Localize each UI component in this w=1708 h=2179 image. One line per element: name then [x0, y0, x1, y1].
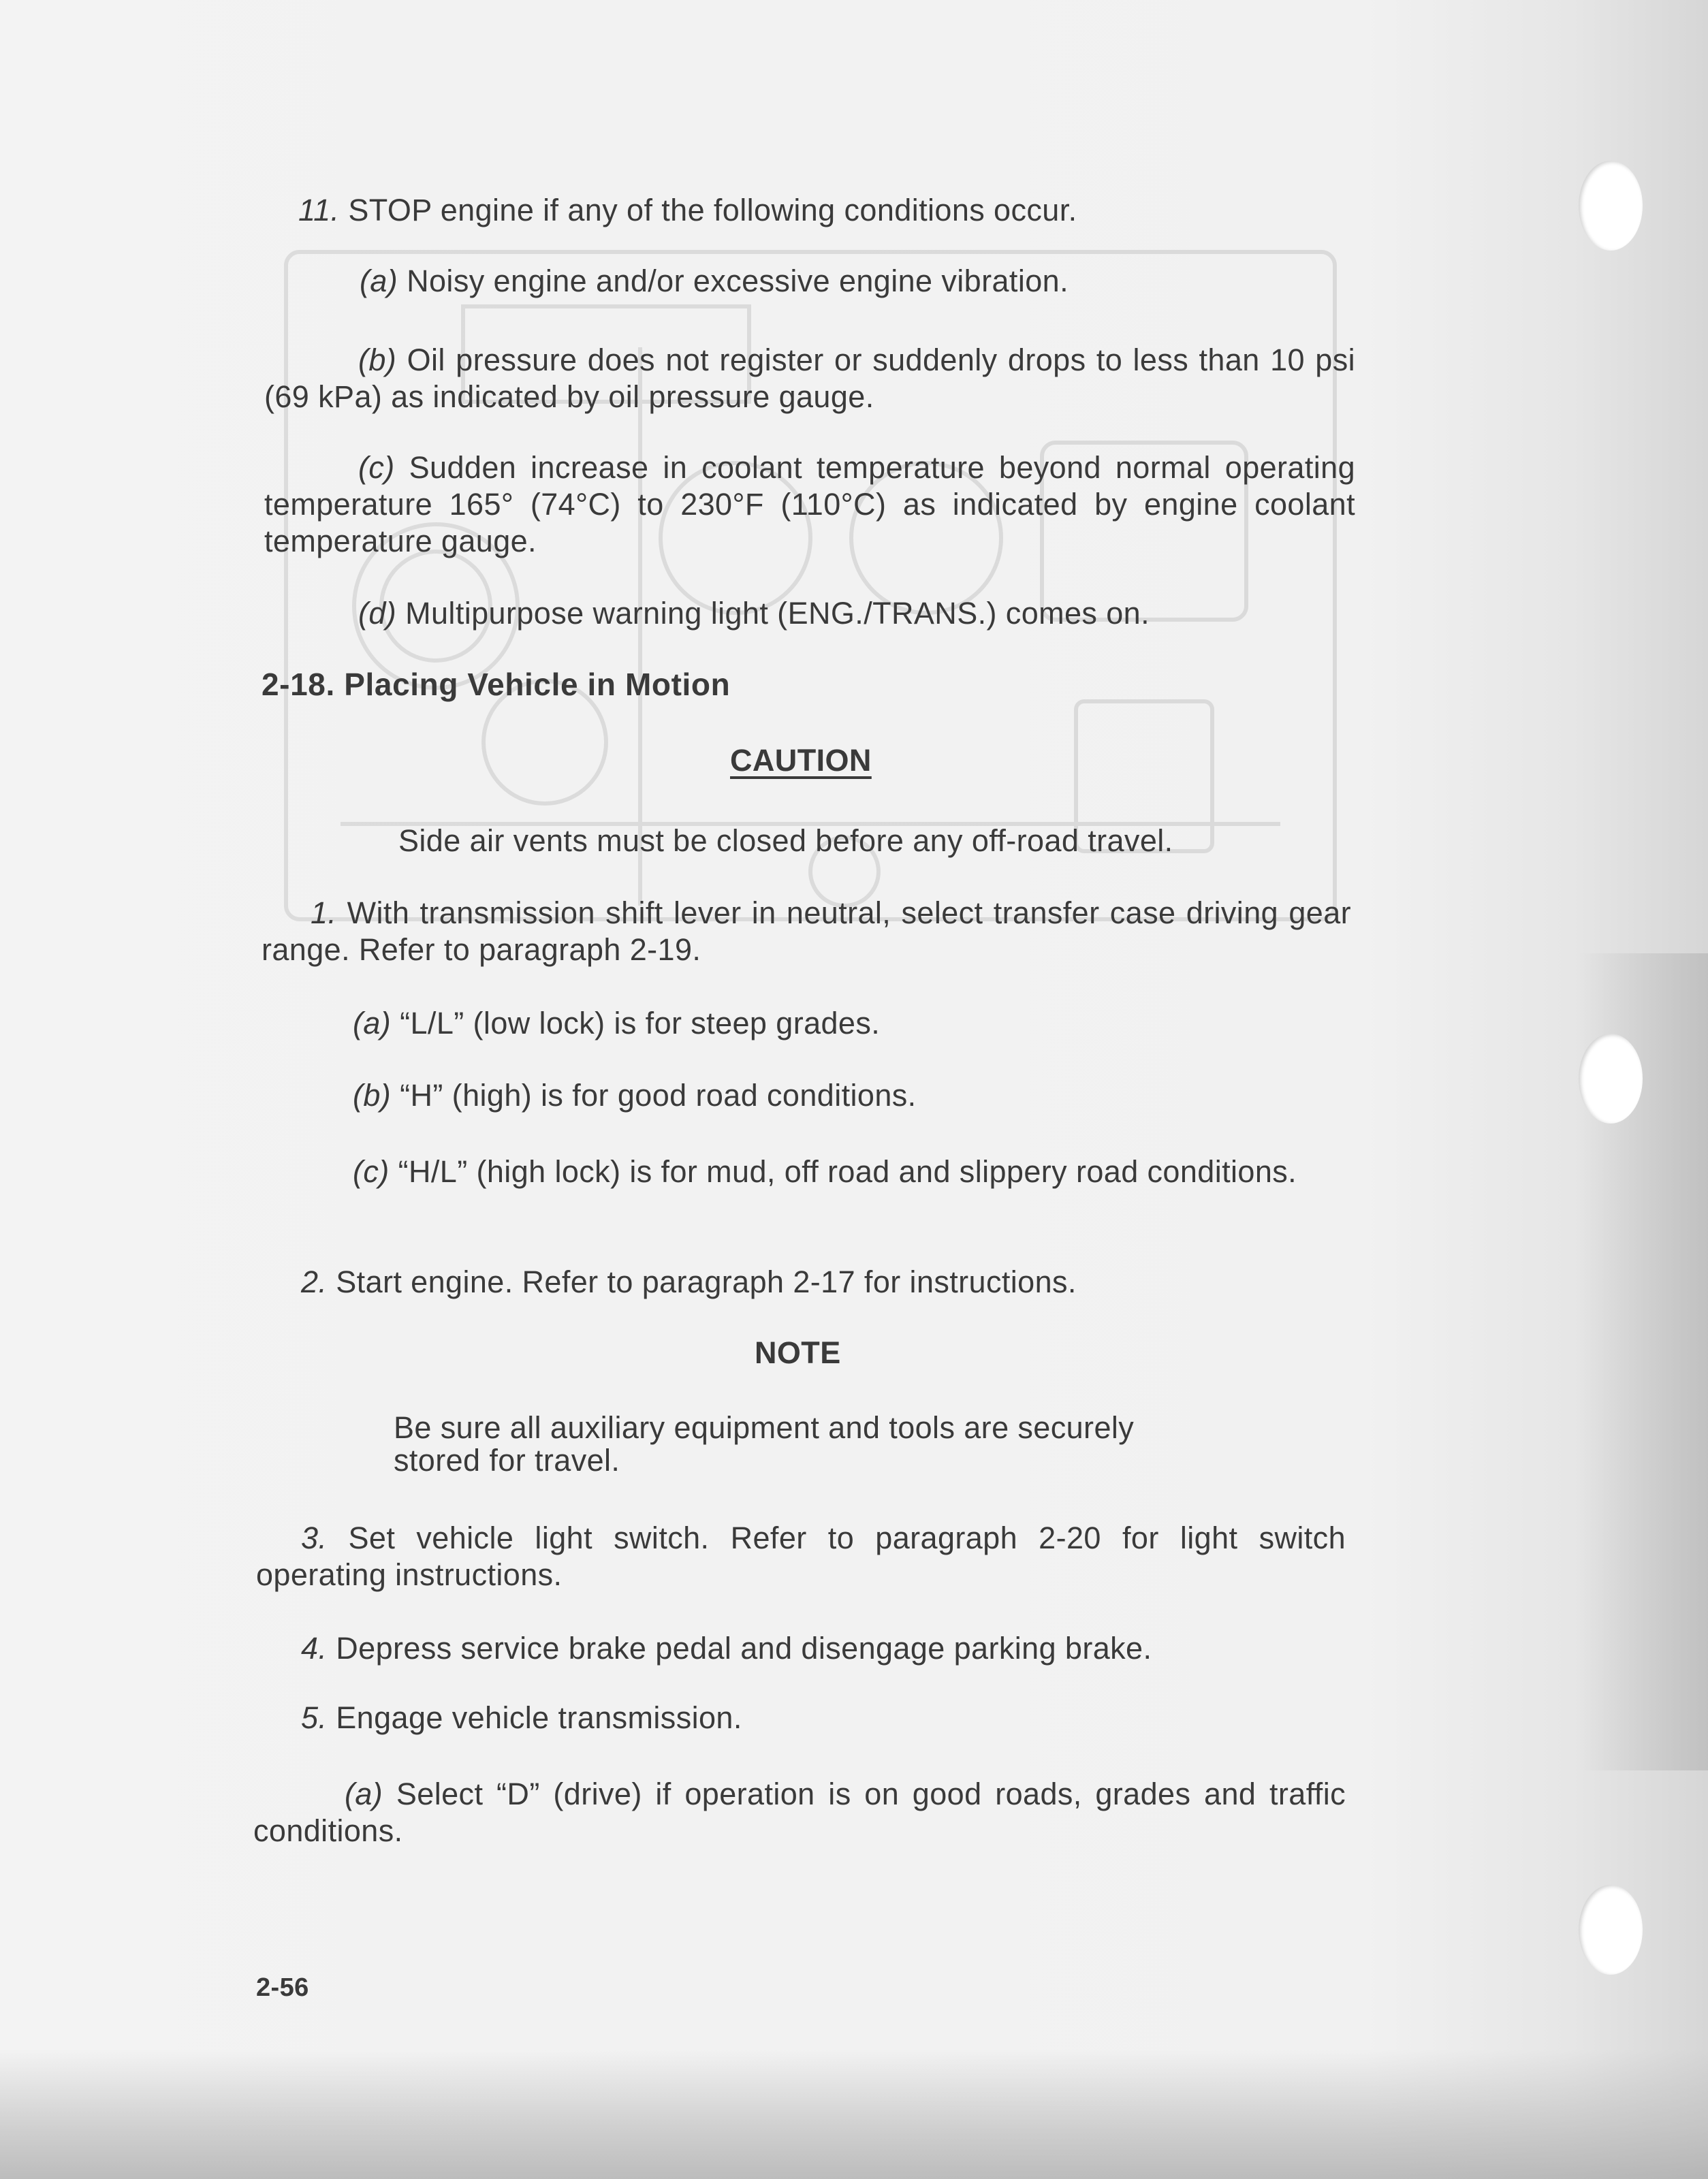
step-number: 1. [311, 895, 337, 930]
step-3 [256, 1520, 1346, 1593]
range-label: (c) [353, 1154, 390, 1189]
step-number: 4. [301, 1631, 328, 1666]
condition-a [360, 263, 1069, 300]
note-line-1: Be sure all auxiliary equipment and tools are securely [394, 1410, 1135, 1445]
step-number: 5. [301, 1700, 328, 1735]
condition-text: Noisy engine and/or excessive engine vibration. [407, 264, 1069, 298]
condition-b [264, 342, 1355, 415]
section-heading: 2-18. Placing Vehicle in Motion [262, 667, 731, 702]
condition-c [264, 449, 1355, 560]
step-number: 2. [301, 1265, 328, 1299]
caution-text: Side air vents must be closed before any off-road travel. [398, 823, 1173, 858]
step-text: Engage vehicle transmission. [336, 1700, 742, 1735]
range-text: “H/L” (high lock) is for mud, off road and slippery road conditions. [398, 1154, 1297, 1189]
range-label: (a) [353, 1006, 392, 1040]
drive-text: Select “D” (drive) if operation is on good roads, grades and traffic conditions. [253, 1777, 1346, 1848]
step-text: Depress service brake pedal and disengage parking brake. [336, 1631, 1152, 1666]
condition-label: (d) [358, 596, 397, 631]
drive-a [253, 1776, 1346, 1849]
scan-bottom-shadow [0, 2050, 1708, 2179]
range-c [259, 1154, 1350, 1190]
step-text: Set vehicle light switch. Refer to paragraph 2-20 for light switch operating instructions. [256, 1521, 1346, 1592]
condition-label: (c) [358, 450, 395, 485]
binder-hole-middle [1579, 1034, 1643, 1124]
condition-text: Multipurpose warning light (ENG./TRANS.) comes on. [405, 596, 1150, 631]
binder-hole-top [1579, 161, 1643, 251]
step-text: With transmission shift lever in neutral, select transfer case driving gear range. Refer to paragraph 2-19. [262, 895, 1352, 967]
condition-text: Sudden increase in coolant temperature beyond normal operating temperature 165° (74°C) to 230°F (110°C) as indicated by engine coolant temperature gauge. [264, 450, 1356, 558]
step-4 [301, 1630, 1152, 1667]
page-number: 2-56 [256, 1973, 309, 2002]
step-1 [262, 895, 1351, 968]
note-line-2: stored for travel. [394, 1443, 620, 1478]
caution-heading: CAUTION [730, 743, 872, 778]
condition-d [358, 595, 1150, 632]
item-number: 11. [298, 193, 340, 227]
range-b [353, 1077, 917, 1114]
step-text: Start engine. Refer to paragraph 2-17 for instructions. [336, 1265, 1077, 1299]
condition-label: (a) [360, 264, 398, 298]
condition-label: (b) [358, 343, 397, 377]
item-11 [298, 192, 1077, 229]
range-text: “L/L” (low lock) is for steep grades. [400, 1006, 881, 1040]
range-text: “H” (high) is for good road conditions. [400, 1078, 917, 1113]
item-text: STOP engine if any of the following conditions occur. [348, 193, 1077, 227]
note-heading: NOTE [755, 1335, 841, 1370]
step-number: 3. [301, 1521, 328, 1555]
condition-text: Oil pressure does not register or suddenly drops to less than 10 psi (69 kPa) as indicated by oil pressure gauge. [264, 343, 1356, 414]
drive-label: (a) [345, 1777, 383, 1811]
binder-hole-bottom [1579, 1885, 1643, 1975]
range-a [353, 1005, 880, 1042]
step-2 [301, 1264, 1077, 1301]
step-5 [301, 1700, 742, 1736]
range-label: (b) [353, 1078, 392, 1113]
